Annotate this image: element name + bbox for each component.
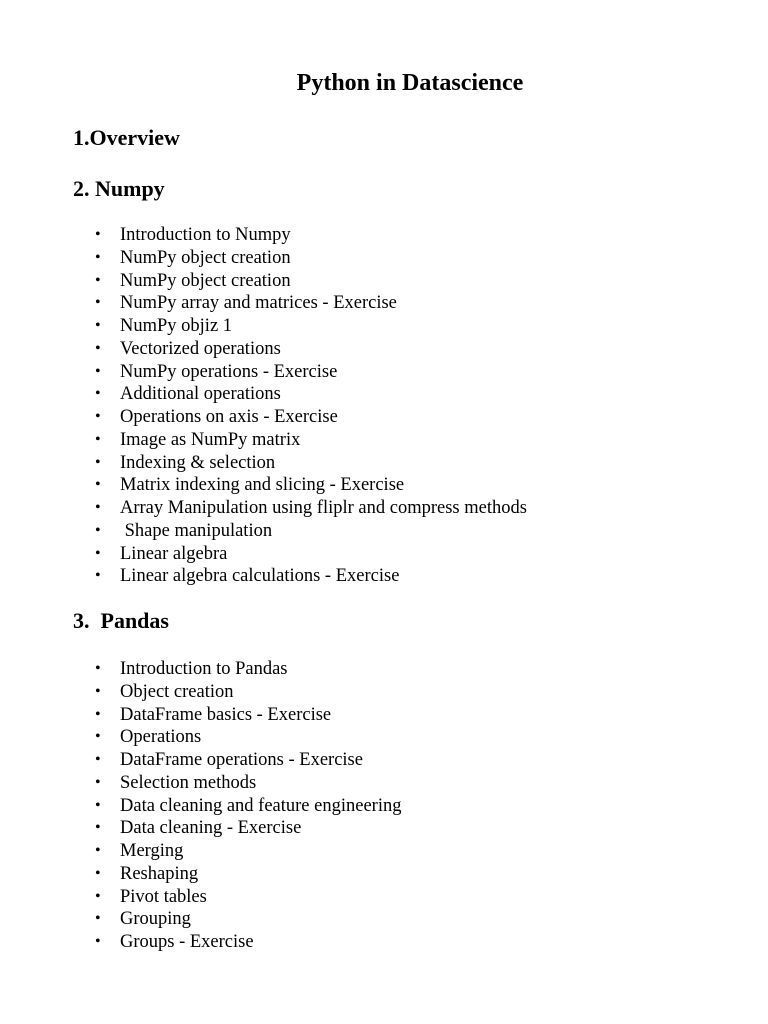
bullet-icon: •: [95, 476, 101, 494]
bullet-icon: •: [95, 317, 101, 334]
list-item-label: Data cleaning and feature engineering: [120, 795, 402, 816]
list-item-label: Linear algebra calculations - Exercise: [120, 566, 400, 587]
section-heading-pandas: 3. Pandas: [73, 608, 169, 633]
bullet-icon: •: [95, 339, 101, 357]
bullet-icon: •: [95, 226, 101, 243]
list-item-label: Indexing & selection: [120, 452, 276, 473]
section-heading-numpy: 2. Numpy: [73, 176, 165, 201]
list-item-label: Introduction to Numpy: [120, 225, 291, 245]
list-item-label: Grouping: [120, 909, 191, 930]
bullet-icon: •: [95, 660, 101, 677]
bullet-icon: •: [95, 567, 101, 585]
list-item-label: NumPy objiz 1: [120, 316, 233, 336]
list-item-label: NumPy array and matrices - Exercise: [120, 293, 397, 314]
section-heading-overview: 1.Overview: [73, 125, 180, 150]
bullet-icon: •: [95, 271, 101, 289]
list-item-label: DataFrame basics - Exercise: [120, 704, 332, 725]
list-item-label: DataFrame operations - Exercise: [120, 750, 363, 770]
list-item-label: Introduction to Pandas: [120, 659, 288, 679]
bullet-icon: •: [95, 910, 101, 928]
bullet-icon: •: [95, 933, 101, 950]
bullet-icon: •: [95, 385, 101, 403]
list-item-label: Selection methods: [120, 772, 257, 793]
list-item-label: NumPy object creation: [120, 270, 291, 291]
list-item-label: Image as NumPy matrix: [120, 429, 301, 450]
list-item-label: NumPy operations - Exercise: [120, 361, 338, 382]
bullet-icon: •: [95, 705, 101, 723]
list-item-label: Shape manipulation: [120, 520, 273, 541]
list-item-label: Pivot tables: [120, 886, 207, 907]
bullet-icon: •: [95, 842, 101, 859]
bullet-icon: •: [95, 248, 101, 266]
list-item-label: Linear algebra: [120, 543, 228, 564]
list-item-label: Additional operations: [120, 384, 281, 405]
bullet-icon: •: [95, 796, 101, 814]
bullet-icon: •: [95, 728, 101, 746]
bullet-icon: •: [95, 362, 101, 380]
list-item-label: Operations: [120, 727, 202, 748]
bullet-icon: •: [95, 453, 101, 471]
bullet-icon: •: [95, 521, 101, 539]
list-item-label: Array Manipulation using fliplr and compress methods: [120, 498, 527, 518]
bullet-icon: •: [95, 773, 101, 791]
page-title: Python in Datascience: [296, 70, 524, 96]
bullet-icon: •: [95, 430, 101, 448]
list-item-label: Merging: [120, 841, 184, 861]
bullet-icon: •: [95, 751, 101, 768]
bullet-icon: •: [95, 864, 101, 882]
list-item-label: Vectorized operations: [120, 338, 281, 359]
list-item-label: Reshaping: [120, 863, 199, 884]
list-item-label: Matrix indexing and slicing - Exercise: [120, 475, 405, 496]
bullet-icon: •: [95, 408, 101, 425]
bullet-icon: •: [95, 544, 101, 562]
bullet-icon: •: [95, 682, 101, 700]
bullet-icon: •: [95, 294, 101, 312]
list-item-label: Object creation: [120, 681, 234, 702]
list-item-label: Operations on axis - Exercise: [120, 407, 338, 427]
bullet-icon: •: [95, 819, 101, 837]
list-item-label: Data cleaning - Exercise: [120, 818, 302, 839]
list-item-label: Groups - Exercise: [120, 932, 254, 952]
list-item-label: NumPy object creation: [120, 247, 291, 268]
bullet-icon: •: [95, 499, 101, 516]
bullet-icon: •: [95, 887, 101, 905]
